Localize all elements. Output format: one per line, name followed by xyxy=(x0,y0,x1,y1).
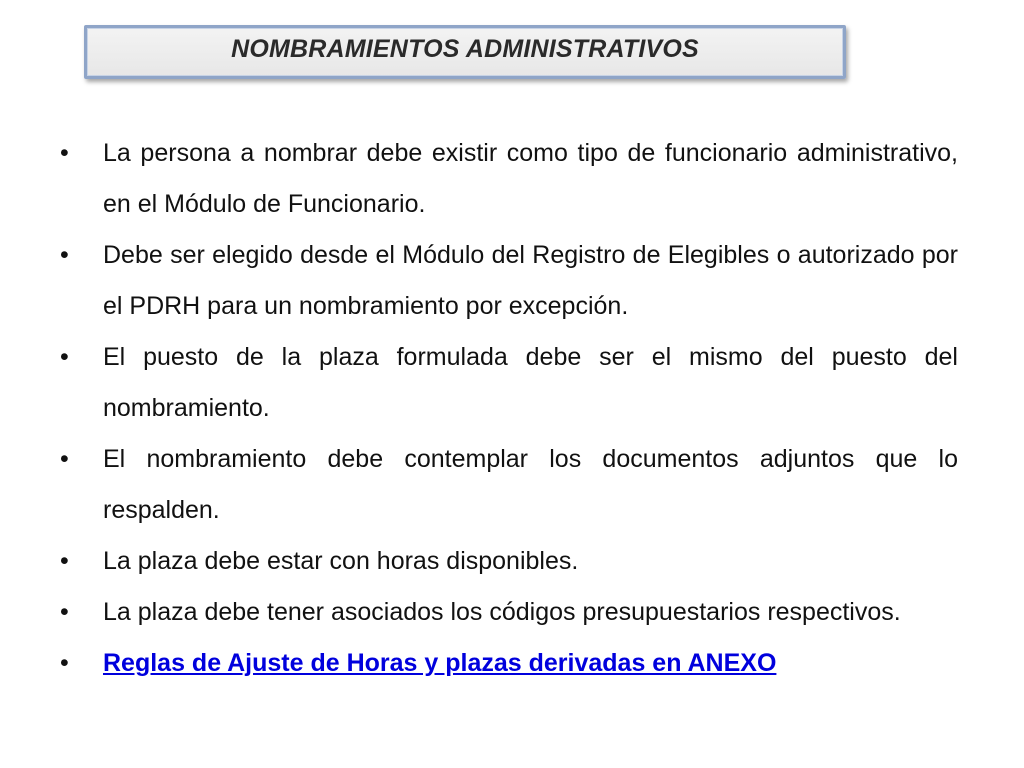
bullet-item xyxy=(60,230,958,332)
bullet-item xyxy=(60,536,958,587)
bullet-dot-icon: • xyxy=(60,343,69,371)
bullet-text: La persona a nombrar debe existir como tipo de funcionario administrativo, en el Módulo de Funcionario. xyxy=(103,139,958,218)
bullet-item xyxy=(60,332,958,434)
anexo-link[interactable]: Reglas de Ajuste de Horas y plazas derivadas en ANEXO xyxy=(103,649,777,677)
bullet-text: El puesto de la plaza formulada debe ser el mismo del puesto del nombramiento. xyxy=(103,343,958,422)
slide-title: NOMBRAMIENTOS ADMINISTRATIVOS xyxy=(231,34,699,63)
bullet-item xyxy=(60,434,958,536)
bullet-text: El nombramiento debe contemplar los documentos adjuntos que lo respalden. xyxy=(103,445,958,524)
bullet-list xyxy=(60,128,958,689)
bullet-dot-icon: • xyxy=(60,445,69,473)
title-banner xyxy=(84,25,846,79)
bullet-text: La plaza debe tener asociados los códigos presupuestarios respectivos. xyxy=(103,598,901,626)
bullet-dot-icon: • xyxy=(60,598,69,626)
bullet-text: Debe ser elegido desde el Módulo del Registro de Elegibles o autorizado por el PDRH para un nombramiento por excepción. xyxy=(103,241,958,320)
bullet-item-link xyxy=(60,638,958,689)
bullet-dot-icon: • xyxy=(60,649,69,677)
bullet-dot-icon: • xyxy=(60,139,69,167)
bullet-item xyxy=(60,587,958,638)
bullet-dot-icon: • xyxy=(60,241,69,269)
bullet-dot-icon: • xyxy=(60,547,69,575)
bullet-item xyxy=(60,128,958,230)
bullet-text: La plaza debe estar con horas disponibles. xyxy=(103,547,579,575)
